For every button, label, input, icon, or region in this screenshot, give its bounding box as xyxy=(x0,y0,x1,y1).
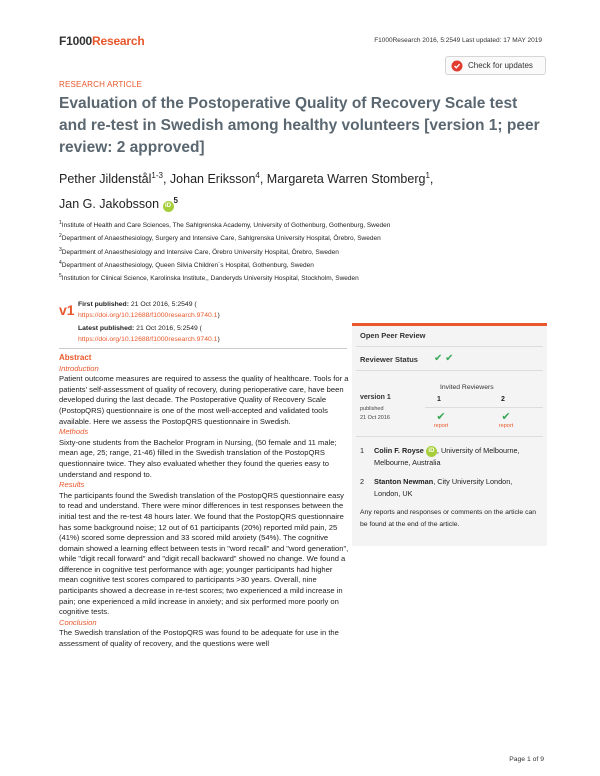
invited-reviewers-label: Invited Reviewers xyxy=(440,384,494,391)
affiliations xyxy=(59,218,559,285)
reviewer-item: 1 Colin F. Royse iD , University of Melbourne, Melbourne, Australia xyxy=(360,446,520,467)
author-affil-sup: 1 xyxy=(425,171,430,180)
latest-published-label: Latest published: xyxy=(78,325,135,332)
logo-accent: Research xyxy=(92,34,145,48)
orcid-icon[interactable]: iD xyxy=(163,201,174,212)
comments-note: Any reports and responses or comments on the article can be found at the end of the article. xyxy=(360,509,537,528)
reviewer-name[interactable]: Stanton Newman xyxy=(374,477,434,486)
author-list xyxy=(59,165,539,215)
orcid-icon[interactable]: iD xyxy=(426,446,437,457)
affiliation-item: $^5$Institution for Clinical Science, Karolinska Institute,, Danderyds University Hospital, Stockholm, Sweden xyxy=(59,273,359,283)
abstract-methods: Sixty-one students from the Bachelor Program in Nursing, (50 female and 11 male; mean age, 25; range, 21-46) filled in the Swedish translation of the PostopQRS questionnaire twice. They also evaluated whether they found the queries easy to understand and respond to. xyxy=(59,437,337,479)
report-2[interactable] xyxy=(495,410,517,429)
author-affil-sup: 1-3 xyxy=(151,171,163,180)
first-published-doi-link[interactable]: https://doi.org/10.12688/f1000research.9740.1 xyxy=(78,311,218,319)
author-affil-sup: 4 xyxy=(255,171,260,180)
article-type: RESEARCH ARTICLE xyxy=(59,80,143,89)
version-badge: v1 xyxy=(59,302,75,318)
report-link[interactable]: report xyxy=(498,423,514,429)
abstract-heading: Abstract xyxy=(59,353,92,362)
check-icon: ✔ xyxy=(436,411,446,423)
divider xyxy=(356,346,543,347)
section-heading: Conclusion xyxy=(59,617,97,627)
divider xyxy=(59,348,347,349)
check-for-updates-button[interactable] xyxy=(445,56,546,75)
divider xyxy=(356,436,543,437)
latest-published-date: 21 Oct 2016, 5:2549 ( xyxy=(136,325,202,332)
check-for-updates-label: Check for updates xyxy=(468,61,533,70)
author-name[interactable]: , Johan Eriksson xyxy=(162,172,256,187)
abstract-conclusion: The Swedish translation of the PostopQRS was found to be adequate for use in the assessment of quality of recovery, and the questions were well xyxy=(59,628,339,649)
reviewer-status-label: Reviewer Status xyxy=(360,355,418,364)
section-heading: Results xyxy=(59,480,85,490)
reviewer-column-1: 1 xyxy=(437,396,441,403)
open-peer-review-title: Open Peer Review xyxy=(360,331,426,340)
author-affil-sup: 5 xyxy=(173,196,178,206)
reviewer-name[interactable]: Colin F. Royse xyxy=(374,446,424,455)
first-published-label: First published: xyxy=(78,301,129,308)
affiliation-item: $^3$Department of Anaesthesiology and Intensive Care, Örebro University Hospital, Örebro, Sweden xyxy=(59,246,339,256)
abstract-introduction: Patient outcome measures are required to assess the quality of healthcare. Tools for a patients' self-assessment of quality of recovery, during perioperative care, have been developed during the last decade. The Postoperative Quality of Recovery Scale (PostopQRS) questionnaire is one of the most well-accepted and validated tools available. Here we assess the PostopQRS questionnaire in Swedish. xyxy=(59,374,349,426)
status-checks: ✔ ✔ xyxy=(434,353,454,364)
f1000research-logo[interactable] xyxy=(59,34,144,48)
header-meta: F1000Research 2016, 5:2549 Last updated: 17 MAY 2019 xyxy=(374,37,542,44)
affiliation-item: $^1$Institute of Health and Care Sciences, The Sahlgrenska Academy, University of Gothenburg, Gothenburg, Sweden xyxy=(59,220,391,230)
latest-published-doi-link[interactable]: https://doi.org/10.12688/f1000research.9740.1 xyxy=(78,335,218,343)
article-title: Evaluation of the Postoperative Quality of Recovery Scale test and re-test in Swedish among healthy volunteers [version 1; peer review: 2 approved] xyxy=(59,95,540,156)
first-published-date: 21 Oct 2016, 5:2549 ( xyxy=(130,301,197,308)
page-number: Page 1 of 9 xyxy=(509,756,544,763)
author-separator: , xyxy=(429,172,434,187)
publication-info: First published: 21 Oct 2016, 5:2549 ( https://doi.org/10.12688/f1000research.9740.1) Latest published: 21 Oct 2016, 5:2549 ( https://doi.org/10.12688/f1000research.9740.1) xyxy=(78,301,220,343)
author-name[interactable]: Pether Jildenstål xyxy=(59,172,152,187)
crossmark-icon xyxy=(451,60,463,72)
version-label: version 1 xyxy=(360,394,391,401)
author-name[interactable]: , Margareta Warren Stomberg xyxy=(259,172,426,187)
reviewer-column-2: 2 xyxy=(501,396,505,403)
section-heading: Introduction xyxy=(59,363,99,373)
author-name[interactable]: Jan G. Jakobsson xyxy=(59,197,160,212)
logo-main: F1000 xyxy=(59,34,93,48)
divider xyxy=(425,407,543,408)
divider xyxy=(356,370,543,371)
abstract xyxy=(59,353,351,650)
version-meta: published 21 Oct 2016 xyxy=(360,406,390,421)
affiliation-item: $^2$Department of Anaesthesiology, Surgery and Intensive Care, Sahlgrenska University Hospital, Örebro, Sweden xyxy=(59,233,381,243)
report-1[interactable] xyxy=(430,410,452,429)
section-heading: Methods xyxy=(59,427,89,437)
check-icon: ✔ xyxy=(501,411,511,423)
affiliation-item: $^4$Department of Anaesthesiology, Queen Silvia Children´s Hospital, Gothenburg, Sweden xyxy=(59,260,314,270)
report-link[interactable]: report xyxy=(433,423,449,429)
reviewer-item: 2 Stanton Newman, City University London, London, UK xyxy=(360,477,513,498)
abstract-results: The participants found the Swedish translation of the PostopQRS questionnaire easy to read and understand. There were minor differences in test responses between the initial test and the re-test 48 hours later. We found that the PostopQRS questionnaire has some background noise; 12 out of 61 participants (20%) reported mild pain, 25 (41%) scored some depression and 33 scored mild anxiety (54%). The cognitive domain showed a learning effect between tests in "word recall" and "word generation", while "digit recall forward" and "digit recall backward" showed no change. We found a difference in cognitive test performance with age; younger participants had higher mean cognitive test scores compared to participants >30 years. Overall, nine participants showed a decrease in re-test scores; two experienced a mild increase in pain; one experienced a mild increase in anxiety; and six performed more poorly on cognitive tests. xyxy=(59,490,349,617)
